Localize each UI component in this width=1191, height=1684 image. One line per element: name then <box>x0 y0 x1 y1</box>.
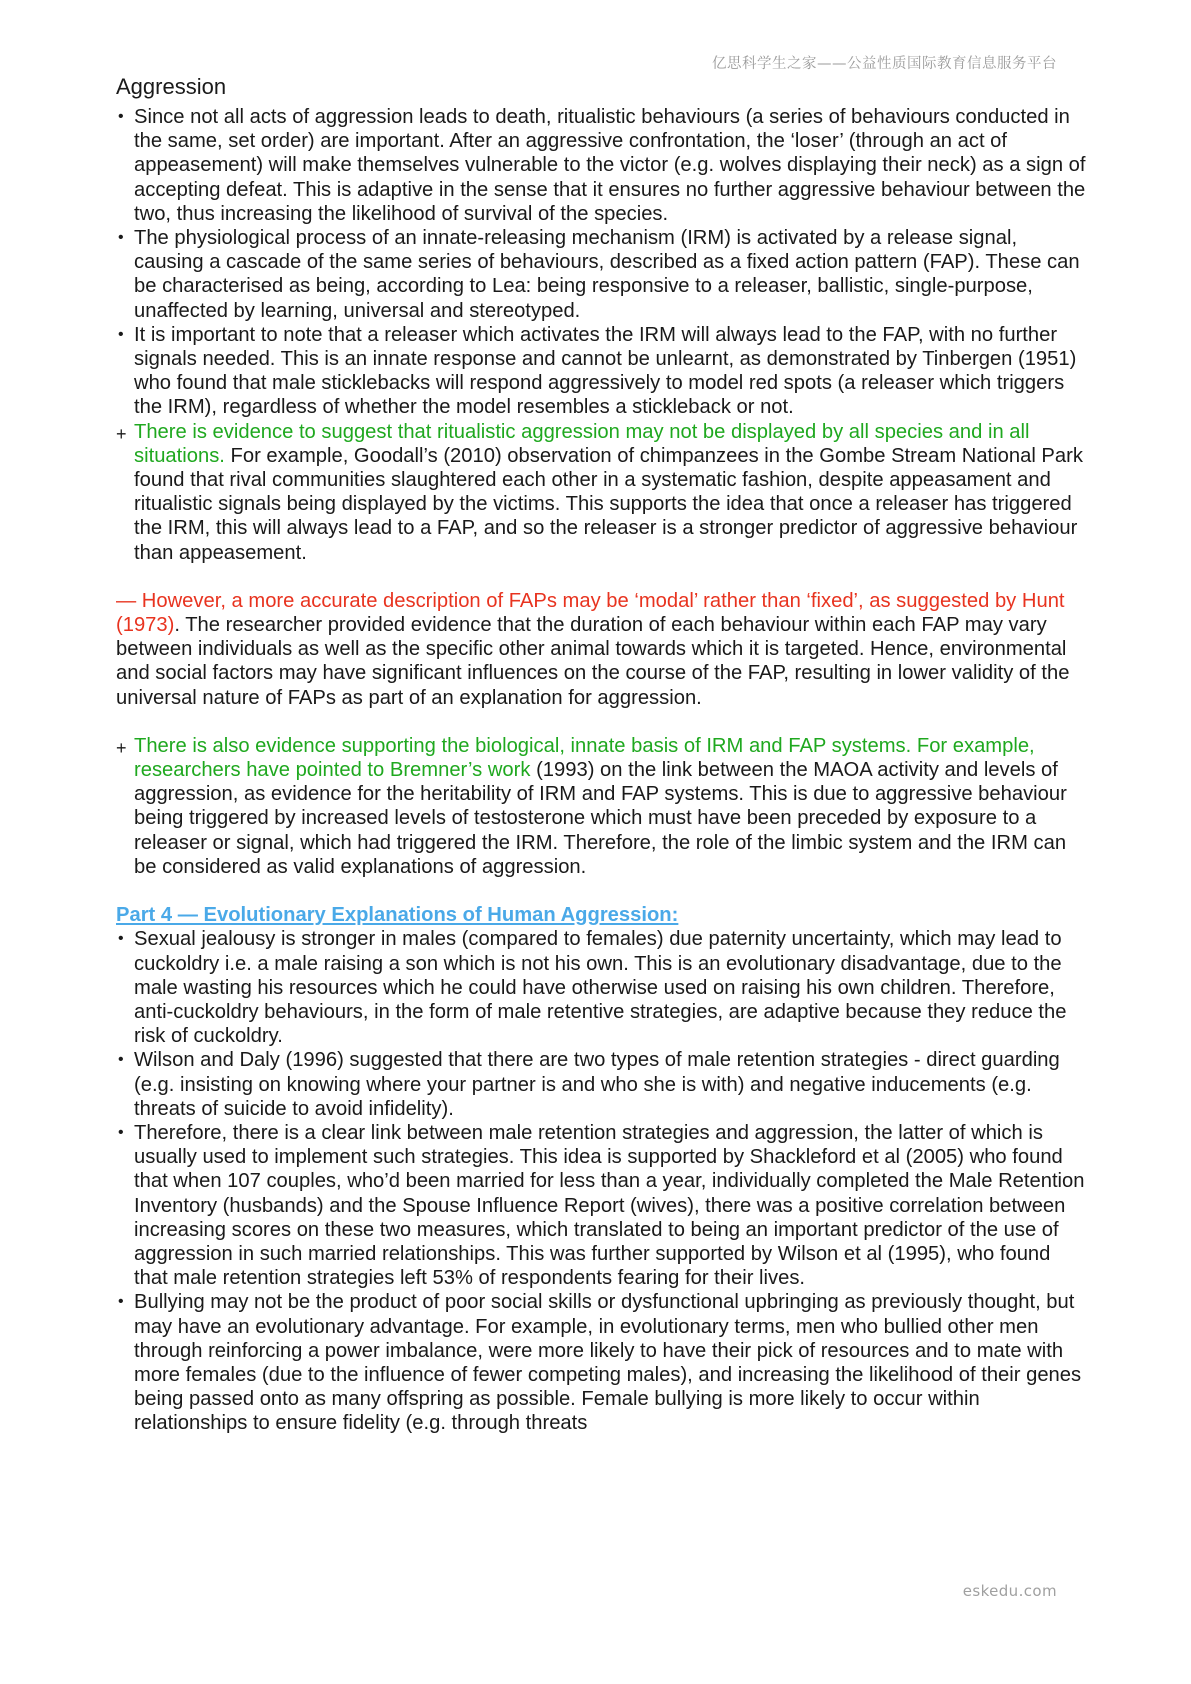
paragraph-text: The physiological process of an innate-releasing mechanism (IRM) is activated by a release signal, causing a cascade of the same series of behaviours, described as a fixed action pattern (FAP). These can be characterised as being, according to Lea: being responsive to a releaser, ballistic, single-purpose, unaffected by learning, universal and stereotyped. <box>134 227 1080 322</box>
paragraph-text: Bullying may not be the product of poor social skills or dysfunctional upbringing as previously thought, but may have an evolutionary advantage. For example, in evolutionary terms, men who bullied other men through reinforcing a power imbalance, were more likely to have their pick of resources and to mate with more females (due to the influence of fewer competing males), and increasing the likelihood of their genes being passed onto as many offspring as possible. Female bullying is more likely to occur within relationships to ensure fidelity (e.g. through threats <box>134 1291 1082 1435</box>
page-title: Aggression <box>116 74 227 99</box>
bullet-icon: • <box>118 1293 124 1311</box>
bullet-icon: • <box>118 325 124 343</box>
bullet-icon: • <box>118 229 124 247</box>
list-item <box>116 323 1088 420</box>
list-item <box>116 1048 1088 1121</box>
paragraph-text: Wilson and Daly (1996) suggested that there are two types of male retention strategies - direct guarding (e.g. insisting on knowing where your partner is and who she is with) and negative inducements (e.g. threats of suicide to avoid infidelity). <box>134 1049 1060 1120</box>
list-item <box>116 226 1088 323</box>
evaluation-point-negative <box>116 589 1088 710</box>
list-item <box>116 105 1088 226</box>
plus-icon: + <box>116 423 127 444</box>
bullet-icon: • <box>118 1123 124 1141</box>
evaluation-highlight: There is also evidence supporting the biological, innate basis of IRM and FAP systems. For example, researchers have pointed to Bremner’s work <box>134 734 1035 782</box>
plus-icon: + <box>116 737 127 758</box>
paragraph-text: It is important to note that a releaser which activates the IRM will always lead to the FAP, with no further signals needed. This is an innate response and cannot be unlearnt, as demonstrated by Tinbergen (1951) who found that male sticklebacks will respond aggressively to model red spots (a releaser which triggers the IRM), regardless of whether the model resembles a stickleback or not. <box>134 323 1077 419</box>
paragraph-text: Since not all acts of aggression leads to death, ritualistic behaviours (a series of behaviours conducted in the same, set order) are important. After an aggressive confrontation, the ‘loser’ (through an act of appeasement) will make themselves vulnerable to the victor (e.g. wolves displaying their neck) as a sign of accepting defeat. This is adaptive in the sense that it ensures no further aggressive behaviour between the two, thus increasing the likelihood of survival of the species. <box>134 106 1086 225</box>
list-item <box>116 1121 1088 1290</box>
evaluation-highlight: — However, a more accurate description of FAPs may be ‘modal’ rather than ‘fixed’, as suggested by Hunt (1973) <box>116 589 1065 637</box>
evaluation-text: (1993) on the link between the MAOA activity and levels of aggression, as evidence for the heritability of IRM and FAP systems. This is due to aggressive behaviour being triggered by increased levels of testosterone which must have been preceded by exposure to a releaser or signal, which had triggered the IRM. Therefore, the role of the limbic system and the IRM can be considered as valid explanations of aggression. <box>134 759 1067 878</box>
list-item <box>116 927 1088 1048</box>
evaluation-highlight: There is evidence to suggest that ritualistic aggression may not be displayed by all species and in all situations. <box>134 420 1030 467</box>
document-body <box>116 70 1088 1436</box>
bullet-icon: • <box>118 108 124 125</box>
paragraph-text: Sexual jealousy is stronger in males (compared to females) due paternity uncertainty, which may lead to cuckoldry i.e. a male raising a son which is not his own. This is an evolutionary disadvantage, due to the male wasting his resources which he could have otherwise used on raising his own children. Therefore, anti-cuckoldry behaviours, in the form of male retentive strategies, are adaptive because they reduce the risk of cuckoldry. <box>134 928 1067 1048</box>
bullet-icon: • <box>118 930 124 948</box>
section-heading: Part 4 — Evolutionary Explanations of Human Aggression: <box>116 904 679 927</box>
evaluation-text: . The researcher provided evidence that the duration of each behaviour within each FAP may vary between individuals as well as the specific other animal towards which it is targeted. Hence, environmental and social factors may have significant influences on the course of the FAP, resulting in lower validity of the universal nature of FAPs as part of an explanation for aggression. <box>116 614 1070 709</box>
evaluation-point-positive <box>116 734 1088 879</box>
evaluation-text: For example, Goodall’s (2010) observation of chimpanzees in the Gombe Stream National Park found that rival communities slaughtered each other in a systematic fashion, despite appeasament and ritualistic signals being displayed by the victims. This supports the idea that once a releaser has triggered the IRM, this will always lead to a FAP, and so the releaser is a stronger predictor of aggressive behaviour than appeasement. <box>134 444 1083 564</box>
list-item <box>116 1290 1088 1435</box>
evaluation-point-positive <box>116 420 1088 565</box>
watermark-text: 亿思科学生之家——公益性质国际教育信息服务平台 <box>712 56 1057 72</box>
bullet-icon: • <box>118 1051 124 1069</box>
footer-text: eskedu.com <box>962 1582 1057 1600</box>
paragraph-text: Therefore, there is a clear link between male retention strategies and aggression, the latter of which is usually used to implement such strategies. This idea is supported by Shackleford et al (2005) who found that when 107 couples, who’d been married for less than a year, individually completed the Male Retention Inventory (husbands) and the Spouse Influence Report (wives), there was a positive correlation between increasing scores on these two measures, which translated to being an important predictor of the use of aggression in such married relationships. This was further supported by Wilson et al (1995), who found that male retention strategies left 53% of respondents fearing for their lives. <box>134 1121 1085 1290</box>
